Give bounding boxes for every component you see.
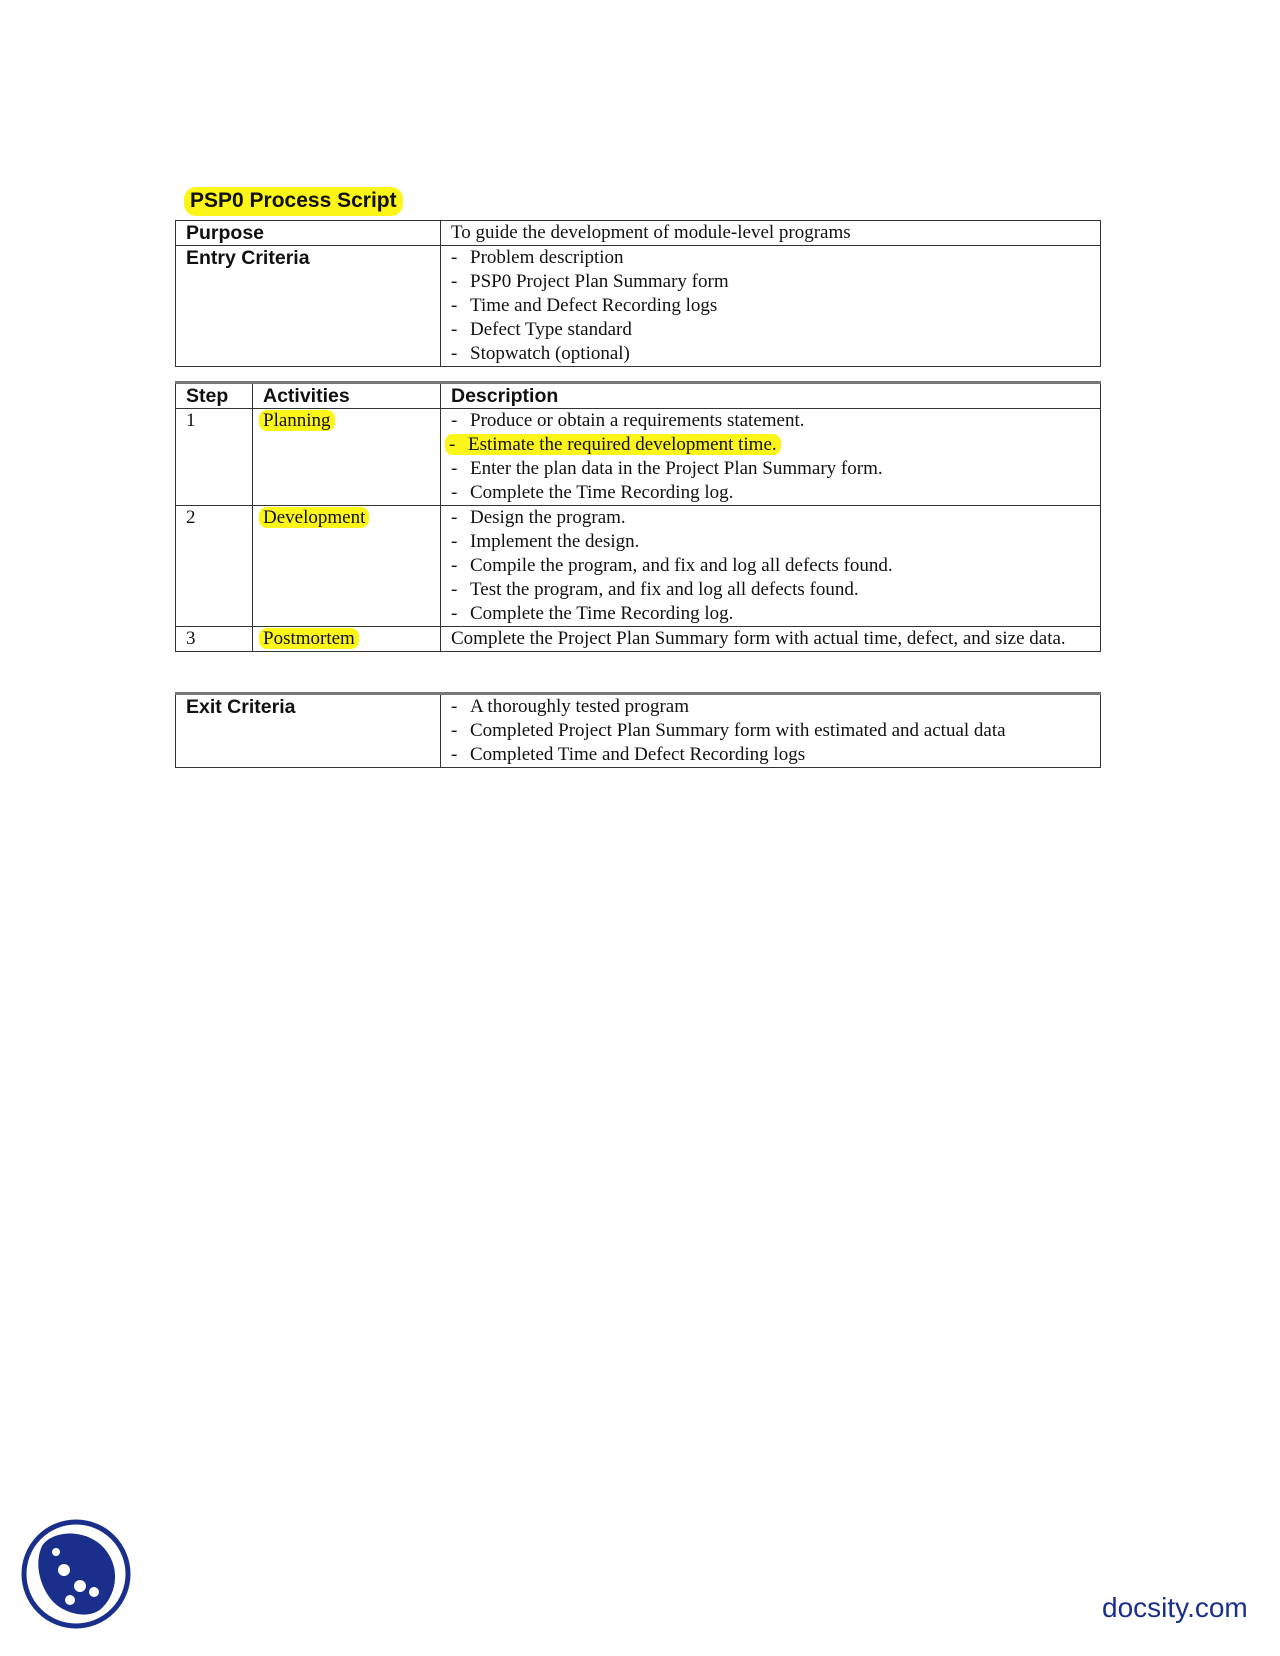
exit-criteria-row (176, 694, 1101, 768)
description-cell (441, 409, 1101, 506)
activity-cell (253, 506, 441, 627)
description-header: Description (441, 383, 1101, 409)
table-row (176, 409, 1101, 506)
list-item: - Compile the program, and fix and log all defects found. (451, 555, 893, 576)
step-number: 3 (176, 627, 253, 652)
table-header-row (176, 383, 1101, 409)
entry-criteria-cell (441, 246, 1101, 367)
activity-name: Postmortem (259, 628, 359, 649)
list-item: - Defect Type standard (451, 319, 632, 340)
table-row (176, 627, 1101, 652)
exit-criteria-list (451, 695, 1090, 767)
list-item-highlighted: - Estimate the required development time. (451, 433, 1090, 457)
docsity-logo-icon (20, 1518, 132, 1630)
list-item: - Test the program, and fix and log all defects found. (451, 579, 859, 600)
document-title (184, 187, 403, 216)
list-item: - Implement the design. (451, 531, 640, 552)
list-item: - A thoroughly tested program (451, 696, 689, 717)
purpose-label: Purpose (176, 221, 441, 246)
activity-cell (253, 409, 441, 506)
description-list (451, 506, 1090, 626)
purpose-entry-table (175, 220, 1101, 367)
description-text: Complete the Project Plan Summary form with actual time, defect, and size data. (441, 627, 1101, 652)
activities-header: Activities (253, 383, 441, 409)
purpose-text: To guide the development of module-level programs (441, 221, 1101, 246)
entry-criteria-list (451, 246, 1090, 366)
docsity-brand-text: docsity.com (1102, 1592, 1248, 1623)
list-item: - Design the program. (451, 507, 626, 528)
list-item: - Time and Defect Recording logs (451, 295, 718, 316)
steps-table (175, 381, 1101, 652)
purpose-row (176, 221, 1101, 246)
step-number: 2 (176, 506, 253, 627)
description-cell (441, 506, 1101, 627)
list-item: - Complete the Time Recording log. (451, 603, 734, 624)
table-row (176, 506, 1101, 627)
list-item: - Produce or obtain a requirements statement. (451, 410, 805, 431)
list-item: - Stopwatch (optional) (451, 343, 630, 364)
list-item: - Enter the plan data in the Project Plan Summary form. (451, 458, 883, 479)
list-item: - PSP0 Project Plan Summary form (451, 271, 729, 292)
entry-criteria-row (176, 246, 1101, 367)
list-item: - Complete the Time Recording log. (451, 482, 734, 503)
exit-criteria-label: Exit Criteria (176, 694, 441, 768)
step-number: 1 (176, 409, 253, 506)
list-item: - Completed Project Plan Summary form with estimated and actual data (451, 720, 1006, 741)
list-item: - Completed Time and Defect Recording logs (451, 744, 806, 765)
exit-criteria-cell (441, 694, 1101, 768)
list-item: - Problem description (451, 247, 624, 268)
step-header: Step (176, 383, 253, 409)
activity-cell (253, 627, 441, 652)
entry-criteria-label: Entry Criteria (176, 246, 441, 367)
title-text: PSP0 Process Script (184, 187, 403, 216)
activity-name: Development (259, 507, 369, 528)
exit-criteria-table (175, 692, 1101, 768)
description-list (451, 409, 1090, 505)
activity-name: Planning (259, 410, 335, 431)
